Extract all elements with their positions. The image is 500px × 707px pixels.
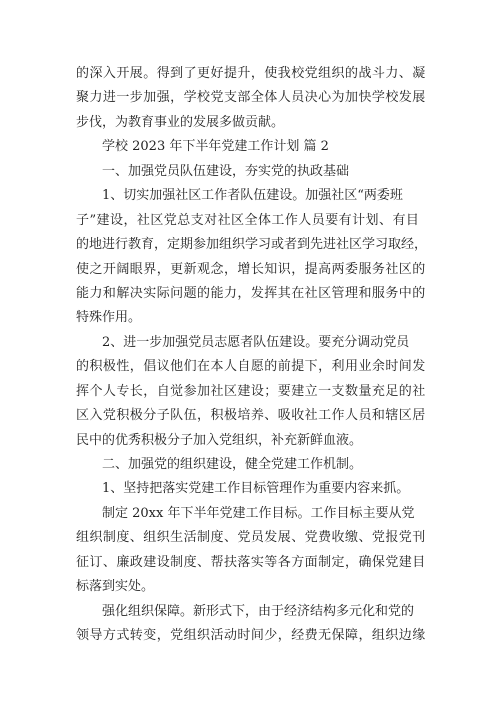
paragraph-line: 的地进行教育，定期参加组织学习或者到先进社区学习取经，	[76, 237, 428, 253]
paragraph-line: 的深入开展。得到了更好提升，使我校党组织的战斗力、凝	[76, 66, 426, 81]
paragraph-line: 区入党积极分子队伍，积极培养、吸收社工作人员和辖区居	[76, 408, 426, 424]
heading-one: 一、加强党员队伍建设，夯实党的执政基础	[102, 163, 350, 179]
paragraph-line: 特殊作用。	[76, 310, 142, 326]
paragraph-line: 组织制度、组织生活制度、党员发展、党费收缴、党报党刊	[76, 530, 426, 546]
paragraph-line: 领导方式转变，党组织活动时间少，经费无保障，组织边缘	[76, 628, 426, 644]
paragraph-line: 聚力进一步加强，学校党支部全体人员决心为加快学校发展	[76, 90, 426, 106]
heading-two: 二、加强党的组织建设，健全党建工作机制。	[102, 457, 363, 472]
paragraph-line: 征订、廉政建设制度、帮扶落实等各方面制定，确保党建目	[76, 554, 426, 570]
paragraph-line: 强化组织保障。新形式下，由于经济结构多元化和党的	[102, 603, 415, 619]
subheading: 2、进一步加强党员志愿者队伍建设。要充分调动党员	[102, 334, 410, 350]
paragraph-line: 的积极性，倡议他们在本人自愿的前提下，利用业余时间发	[76, 359, 426, 375]
paragraph-line: 标落到实处。	[76, 579, 155, 595]
document-body	[76, 62, 428, 649]
subheading: 1、切实加强社区工作者队伍建设。加强社区“两委班	[102, 188, 403, 204]
subheading: 1、坚持把落实党建工作目标管理作为重要内容来抓。	[102, 481, 410, 497]
paragraph-line: 民中的优秀积极分子加入党组织，补充新鲜血液。	[76, 432, 363, 448]
paragraph-line: 能力和解决实际问题的能力，发挥其在社区管理和服务中的	[76, 285, 426, 301]
section-title: 学校 2023 年下半年党建工作计划 篇 2	[102, 139, 329, 155]
paragraph-line: 制定 20xx 年下半年党建工作目标。工作目标主要从党	[102, 505, 415, 521]
paragraph-line: 使之开阔眼界，更新观念，增长知识，提高两委服务社区的	[76, 261, 426, 277]
paragraph-line: 挥个人专长，自觉参加社区建设；要建立一支数量充足的社	[76, 383, 426, 399]
paragraph-line: 子”建设，社区党总支对社区全体工作人员要有计划、有目	[76, 212, 420, 228]
paragraph-line: 步伐，为教育事业的发展多做贡献。	[76, 114, 285, 130]
